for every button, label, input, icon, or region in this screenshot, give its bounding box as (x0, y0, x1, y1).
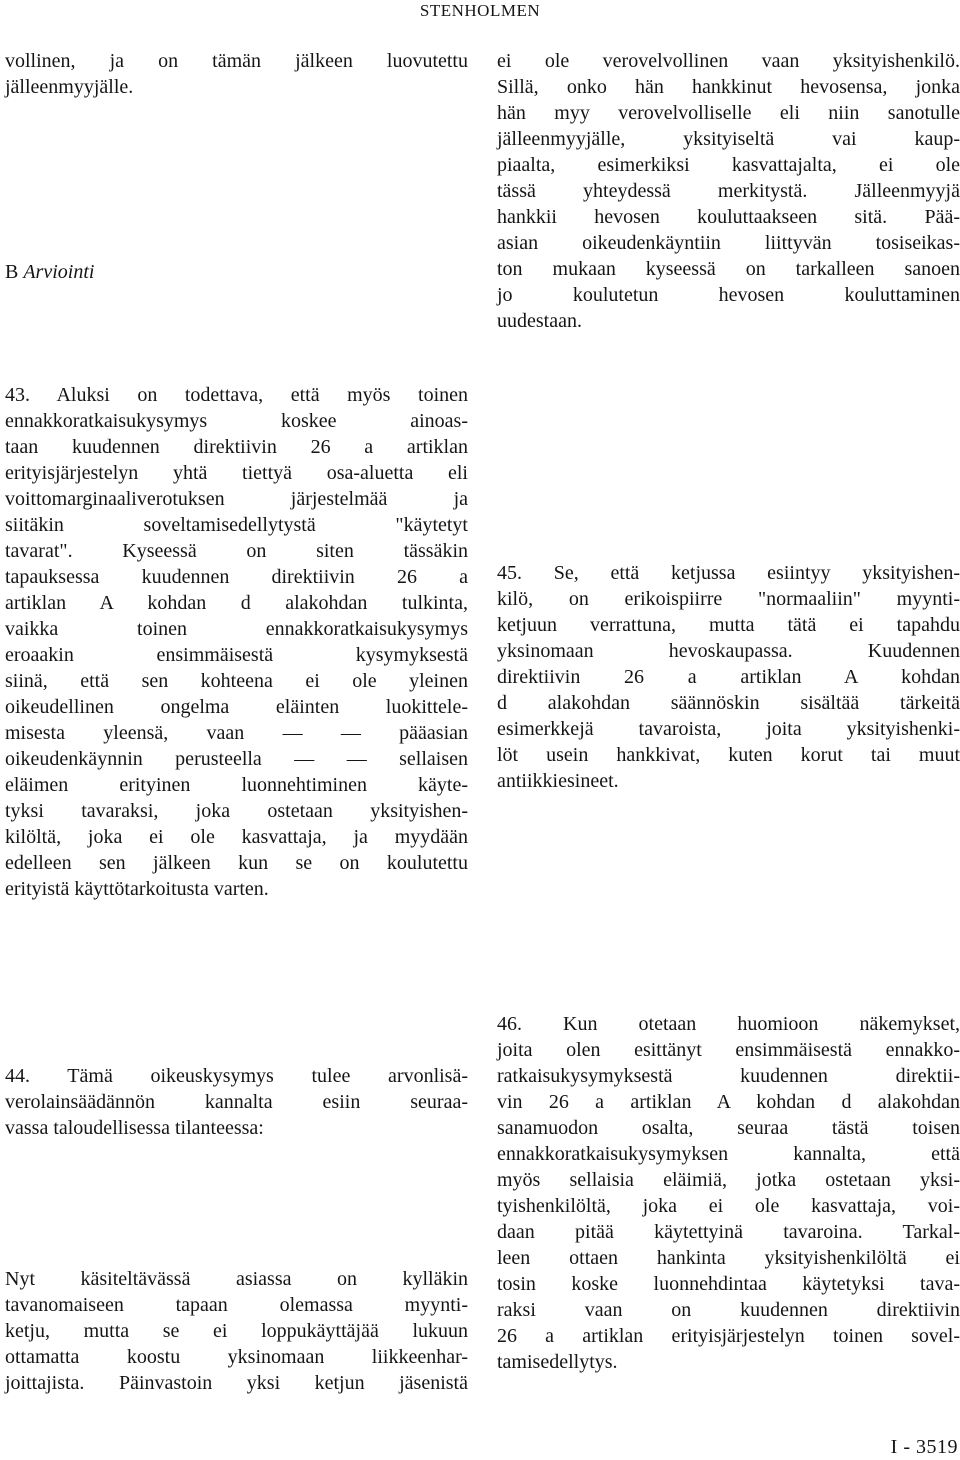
text-line: 46. Kun otetaan huomioon näkemykset, (497, 1013, 960, 1035)
text-line: kilö, on erikoispiirre "normaaliin" myynti- (497, 588, 960, 610)
text-line: hän myy verovelvolliselle eli niin sanotulle (497, 102, 960, 124)
text-line: oikeudenkäynnin perusteella — — sellaisen (5, 748, 468, 770)
paragraph-45 (497, 560, 960, 794)
text-line: d alakohdan säännöskin sisältää tärkeitä (497, 692, 960, 714)
text-line: antiikkiesineet. (497, 770, 619, 792)
text-line: ennakkoratkaisukysymys koskee ainoas- (5, 410, 468, 432)
text-line: uudestaan. (497, 310, 582, 332)
text-line: tyksi tavaraksi, joka ostetaan yksityishen- (5, 800, 468, 822)
text-line: artiklan A kohdan d alakohdan tulkinta, (5, 592, 468, 614)
text-line: taan kuudennen direktiivin 26 a artiklan (5, 436, 468, 458)
text-line: ennakkoratkaisukysymyksen kannalta, että (497, 1143, 960, 1165)
text-line: erityistä käyttötarkoitusta varten. (5, 878, 269, 900)
text-line: 26 a artiklan erityisjärjestelyn toinen sovel- (497, 1325, 960, 1347)
text-line: tässä yhteydessä merkitystä. Jälleenmyyjä (497, 180, 960, 202)
paragraph-44 (5, 1063, 468, 1141)
text-line: edelleen sen jälkeen kun se on koulutettu (5, 852, 468, 874)
text-line: yksinomaan hevoskaupassa. Kuudennen (497, 640, 960, 662)
text-line: direktiivin 26 a artiklan A kohdan (497, 666, 960, 688)
text-line: 45. Se, että ketjussa esiintyy yksityishen- (497, 562, 960, 584)
text-line: jälleenmyyjälle, yksityiseltä vai kaup- (497, 128, 960, 150)
text-line: siinä, että sen kohteena ei ole yleinen (5, 670, 468, 692)
section-title: Arviointi (23, 261, 95, 283)
carryover-paragraph-right (497, 48, 960, 334)
text-line: tyishenkilöltä, joka ei ole kasvattaja, voi- (497, 1195, 960, 1217)
text-line: misesta yleensä, vaan — — pääasian (5, 722, 468, 744)
text-line: ratkaisukysymyksestä kuudennen direktii- (497, 1065, 960, 1087)
text-line: Sillä, onko hän hankkinut hevosensa, jonka (497, 76, 960, 98)
text-line: raksi vaan on kuudennen direktiivin (497, 1299, 960, 1321)
text-line: tosin koske luonnehdintaa käytetyksi tava- (497, 1273, 960, 1295)
text-line: asian oikeudenkäyntiin liittyvän tosiseikas- (497, 232, 960, 254)
carryover-paragraph-left (5, 48, 468, 100)
text-line: vassa taloudellisessa tilanteessa: (5, 1117, 264, 1139)
text-line: erityisjärjestelyn yhtä tiettyä osa-aluetta eli (5, 462, 468, 484)
text-line: ton mukaan kyseessä on tarkalleen sanoen (497, 258, 960, 280)
text-line: vin 26 a artiklan A kohdan d alakohdan (497, 1091, 960, 1113)
running-head: STENHOLMEN (419, 1, 541, 20)
page-number: I - 3519 (890, 1436, 958, 1458)
paragraph-43 (5, 382, 468, 902)
text-line: 44. Tämä oikeuskysymys tulee arvonlisä- (5, 1065, 468, 1087)
text-line: jo koulutetun hevosen kouluttaminen (497, 284, 960, 306)
text-line: verolainsäädännön kannalta esiin seuraa- (5, 1091, 468, 1113)
text-line: 43. Aluksi on todettava, että myös toinen (5, 384, 468, 406)
text-line: Nyt käsiteltävässä asiassa on kylläkin (5, 1268, 468, 1290)
text-line: daan pitää käytettyinä tavaroina. Tarkal- (497, 1221, 960, 1243)
text-line: leen ottaen hankinta yksityishenkilöltä ei (497, 1247, 960, 1269)
text-line: tavarat". Kyseessä on siten tässäkin (5, 540, 468, 562)
text-line: esimerkkejä tavaroista, joita yksityishenki- (497, 718, 960, 740)
text-line: kilöltä, joka ei ole kasvattaja, ja myydään (5, 826, 468, 848)
paragraph-46 (497, 1011, 960, 1375)
text-line: vaikka toinen ennakkoratkaisukysymys (5, 618, 468, 640)
text-line: löt usein hankkivat, kuten korut tai muut (497, 744, 960, 766)
text-line: tamisedellytys. (497, 1351, 618, 1373)
text-line: piaalta, esimerkiksi kasvattajalta, ei ole (497, 154, 960, 176)
text-line: eläimen erityinen luonnehtiminen käyte- (5, 774, 468, 796)
text-line: ei ole verovelvollinen vaan yksityishenkilö. (497, 50, 960, 72)
text-line: joittajista. Päinvastoin yksi ketjun jäsenistä (5, 1372, 468, 1394)
section-heading (5, 259, 468, 285)
text-line: oikeudellinen ongelma eläinten luokittele- (5, 696, 468, 718)
text-line: siitäkin soveltamisedellytystä "käytetyt (5, 514, 468, 536)
text-line: hankkii hevosen kouluttaakseen sitä. Pää- (497, 206, 960, 228)
text-line: ketjuun verrattuna, mutta tätä ei tapahdu (497, 614, 960, 636)
text-line: jälleenmyyjälle. (5, 76, 134, 98)
text-line: tapauksessa kuudennen direktiivin 26 a (5, 566, 468, 588)
text-line: eroaakin ensimmäisestä kysymyksestä (5, 644, 468, 666)
text-line: ottamatta koostu yksinomaan liikkeenhar- (5, 1346, 468, 1368)
paragraph-44-continuation (5, 1266, 468, 1396)
text-line: tavanomaiseen tapaan olemassa myynti- (5, 1294, 468, 1316)
text-line: ketju, mutta se ei loppukäyttäjää lukuun (5, 1320, 468, 1342)
text-line: myös sellaisia eläimiä, jotka ostetaan yksi- (497, 1169, 960, 1191)
text-line: joita olen esittänyt ensimmäisestä ennakko- (497, 1039, 960, 1061)
section-letter: B (5, 261, 19, 283)
text-line: voittomarginaaliverotuksen järjestelmää ja (5, 488, 468, 510)
text-line: sanamuodon osalta, seuraa tästä toisen (497, 1117, 960, 1139)
text-line: vollinen, ja on tämän jälkeen luovutettu (5, 50, 468, 72)
